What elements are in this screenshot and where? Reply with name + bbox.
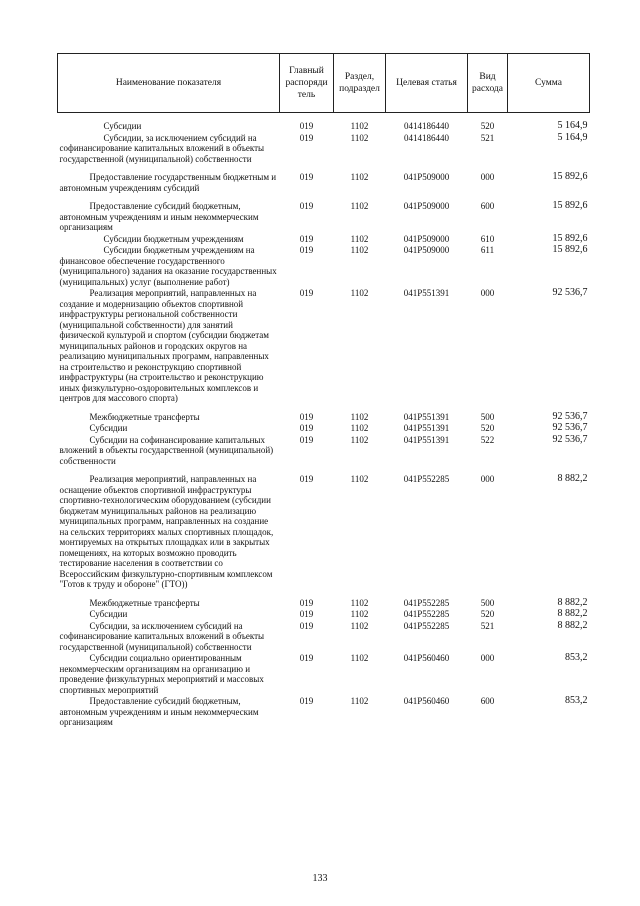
- header-cs: Целевая статья: [386, 54, 468, 113]
- row-rz: 1102: [350, 245, 369, 255]
- row-sum: 92 536,7: [552, 287, 588, 298]
- row-gr: 019: [299, 423, 314, 433]
- row-name: Реализация мероприятий, направленных на оснащение объектов спортивной инфраструктуры спортивно-технологическим оборудованием (субсидии бюджетам муниципальных районов на реализацию муниципальных программ, направленных на создание на сельских территориях малых спортивных площадок, монтируемых на открытых площадках или в закрытых помещениях, на которых возможно проводить тестирование населения в соответствии со Всероссийским физкультурно-спортивным комплексом "Готов к труду и обороне" (ГТО)): [59, 474, 274, 589]
- row-vr: 611: [480, 245, 495, 255]
- row-gr: 019: [299, 620, 314, 631]
- row-name: Субсидии: [89, 609, 128, 619]
- row-vr: 600: [480, 201, 495, 211]
- row-name: Предоставление государственным бюджетным и автономным учреждениям субсидий: [59, 172, 277, 193]
- row-gr: 019: [299, 609, 314, 619]
- row-cs: 041P509000: [403, 233, 450, 244]
- row-vr: 520: [480, 423, 495, 433]
- table-row: [58, 132, 590, 165]
- row-vr: 610: [480, 233, 495, 244]
- row-gr: 019: [299, 434, 314, 445]
- row-gr: 019: [299, 597, 314, 608]
- row-rz: 1102: [350, 201, 369, 211]
- table-row: [58, 113, 590, 132]
- row-vr: 000: [480, 653, 495, 663]
- table-row: [58, 695, 590, 728]
- table-row: [58, 620, 590, 653]
- table-row: [58, 608, 590, 620]
- row-cs: 041P552285: [403, 474, 450, 484]
- row-name: Межбюджетные трансферты: [89, 411, 200, 422]
- row-gr: 019: [299, 172, 314, 182]
- row-gr: 019: [299, 288, 314, 298]
- row-vr: 522: [480, 434, 495, 445]
- row-sum: 15 892,6: [552, 232, 588, 244]
- row-cs: 041P509000: [403, 201, 450, 211]
- row-name: Субсидии бюджетным учреждениям: [103, 233, 244, 244]
- row-rz: 1102: [350, 609, 369, 619]
- row-name: Предоставление субсидий бюджетным, автономным учреждениям и иным некоммерческим организациям: [59, 696, 259, 727]
- row-name: Реализация мероприятий, направленных на создание и модернизацию объектов спортивной инфраструктуры региональной собственности (муниципальной собственности) для занятий физической культурой и спортом (субсидии бюджетам муниципальных районов и городских округов на реализацию муниципальных программ, направленных на строительство и реконструкцию спортивной инфраструктуры (на строительство и реконструкцию иных физкультурно-оздоровительных комплексов и центров для массового спорта): [59, 288, 269, 403]
- row-sum: 92 536,7: [552, 433, 588, 445]
- row-sum: 5 164,9: [557, 131, 588, 143]
- row-rz: 1102: [350, 620, 369, 631]
- row-rz: 1102: [350, 597, 369, 608]
- row-vr: 520: [480, 121, 495, 131]
- row-gr: 019: [299, 132, 314, 143]
- header-rz: Раздел, подраздел: [334, 54, 386, 113]
- row-name: Субсидии: [89, 423, 128, 433]
- row-rz: 1102: [350, 474, 369, 484]
- row-sum: 8 882,2: [557, 608, 588, 619]
- table-row: [58, 422, 590, 434]
- row-gr: 019: [299, 411, 314, 422]
- row-cs: 041P552285: [403, 609, 450, 619]
- table-row: [58, 434, 590, 467]
- row-rz: 1102: [350, 696, 369, 706]
- row-sum: 8 882,2: [557, 473, 588, 484]
- row-name: Субсидии бюджетным учреждениям на финансовое обеспечение государственного (муниципального) задания на оказание государственных (муниципальных) услуг (выполнение работ): [59, 245, 277, 287]
- row-sum: 92 536,7: [552, 410, 588, 422]
- row-cs: 041P551391: [403, 411, 450, 422]
- header-vr: Вид расхода: [468, 54, 508, 113]
- row-sum: 92 536,7: [552, 422, 588, 433]
- row-sum: 8 882,2: [557, 596, 588, 608]
- header-gr: Главный распоряди тель: [280, 54, 334, 113]
- table-row: [58, 287, 590, 404]
- row-name: Субсидии социально ориентированным некоммерческим организациям на организацию и проведение физкультурных мероприятий и массовых спортивных мероприятий: [59, 653, 264, 695]
- row-cs: 0414186440: [404, 121, 449, 131]
- row-name: Предоставление субсидий бюджетным, автономным учреждениям и иным некоммерческим организациям: [59, 201, 259, 232]
- row-vr: 500: [480, 411, 495, 422]
- row-rz: 1102: [350, 423, 369, 433]
- row-rz: 1102: [350, 653, 369, 663]
- row-vr: 520: [480, 609, 495, 619]
- table-row: [58, 590, 590, 609]
- row-name: Субсидии, за исключением субсидий на софинансирование капитальных вложений в объекты государственной (муниципальной) собственности: [59, 620, 265, 652]
- table-row: [58, 233, 590, 245]
- header-name: Наименование показателя: [58, 54, 280, 113]
- table-row: [58, 193, 590, 233]
- row-cs: 041P509000: [403, 245, 450, 255]
- row-cs: 0414186440: [404, 132, 449, 143]
- row-vr: 600: [480, 696, 495, 706]
- row-sum: 5 164,9: [557, 120, 588, 131]
- row-cs: 041P552285: [403, 597, 450, 608]
- row-name: Межбюджетные трансферты: [89, 597, 200, 608]
- row-vr: 000: [480, 474, 495, 484]
- row-cs: 041P560460: [403, 696, 450, 706]
- row-sum: 15 892,6: [552, 200, 588, 211]
- budget-table: [57, 53, 590, 728]
- row-name: Субсидии, за исключением субсидий на софинансирование капитальных вложений в объекты государственной (муниципальной) собственности: [59, 132, 265, 164]
- row-sum: 853,2: [565, 695, 588, 706]
- page-number: 133: [312, 873, 328, 884]
- row-rz: 1102: [350, 172, 369, 182]
- table-row: [58, 164, 590, 193]
- row-name: Субсидии: [103, 121, 142, 131]
- row-vr: 500: [480, 597, 495, 608]
- header-sum: Сумма: [508, 54, 590, 113]
- row-cs: 041P552285: [403, 620, 450, 631]
- row-name: Субсидии на софинансирование капитальных вложений в объекты государственной (муниципальной) собственности: [59, 434, 274, 466]
- row-gr: 019: [299, 474, 314, 484]
- row-vr: 521: [480, 132, 495, 143]
- table-header-row: [58, 54, 590, 113]
- row-gr: 019: [299, 201, 314, 211]
- table-row: [58, 244, 590, 287]
- row-sum: 15 892,6: [552, 171, 588, 182]
- row-vr: 000: [480, 288, 495, 298]
- table-row: [58, 652, 590, 695]
- row-gr: 019: [299, 245, 314, 255]
- row-rz: 1102: [350, 132, 369, 143]
- row-vr: 000: [480, 172, 495, 182]
- row-cs: 041P551391: [403, 423, 450, 433]
- row-sum: 8 882,2: [557, 619, 588, 631]
- row-rz: 1102: [350, 411, 369, 422]
- row-cs: 041P551391: [403, 288, 450, 298]
- table-row: [58, 404, 590, 423]
- row-cs: 041P551391: [403, 434, 450, 445]
- row-cs: 041P560460: [403, 653, 450, 663]
- row-rz: 1102: [350, 121, 369, 131]
- row-gr: 019: [299, 696, 314, 706]
- row-sum: 853,2: [565, 652, 588, 663]
- row-rz: 1102: [350, 233, 369, 244]
- row-sum: 15 892,6: [552, 244, 588, 255]
- table-row: [58, 466, 590, 590]
- row-cs: 041P509000: [403, 172, 450, 182]
- row-rz: 1102: [350, 288, 369, 298]
- row-gr: 019: [299, 121, 314, 131]
- row-vr: 521: [480, 620, 495, 631]
- row-gr: 019: [299, 233, 314, 244]
- row-rz: 1102: [350, 434, 369, 445]
- row-gr: 019: [299, 653, 314, 663]
